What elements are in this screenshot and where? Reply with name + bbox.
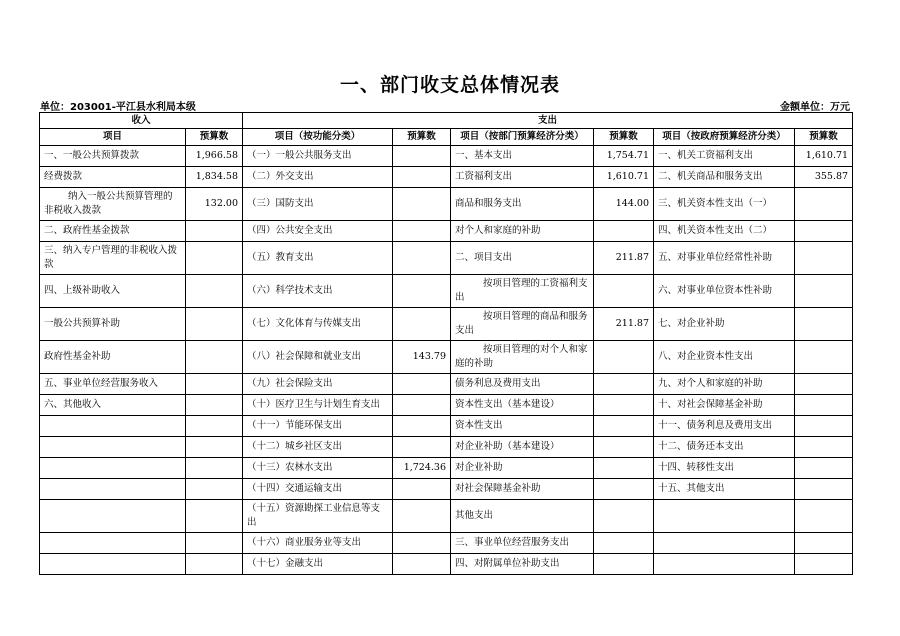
gov-item: 八、对企业资本性支出	[654, 341, 795, 374]
func-item: （九）社会保险支出	[243, 374, 393, 395]
func-item: （一）一般公共服务支出	[243, 146, 393, 167]
dept-value	[594, 458, 654, 479]
gov-value	[795, 437, 853, 458]
dept-item: 对企业补助	[451, 458, 594, 479]
dept-item: 对企业补助（基本建设）	[451, 437, 594, 458]
gov-item	[654, 533, 795, 554]
dept-item: 三、事业单位经营服务支出	[451, 533, 594, 554]
col-gov-item: 项目（按政府预算经济分类）	[654, 129, 795, 146]
income-value	[186, 479, 243, 500]
col-dept-budget: 预算数	[594, 129, 654, 146]
func-item: （十一）节能环保支出	[243, 416, 393, 437]
dept-value	[594, 275, 654, 308]
income-value	[186, 374, 243, 395]
dept-item: 资本性支出	[451, 416, 594, 437]
unit-label: 单位：203001-平江县水利局本级	[40, 102, 196, 113]
table-row	[40, 500, 853, 533]
func-value	[393, 308, 451, 341]
dept-item	[451, 308, 594, 341]
dept-item: 四、对附属单位补助支出	[451, 554, 594, 575]
dept-item: 其他支出	[451, 500, 594, 533]
dept-item: 对个人和家庭的补助	[451, 221, 594, 242]
gov-value: 1,610.71	[795, 146, 853, 167]
table-row	[40, 146, 853, 167]
gov-item	[654, 554, 795, 575]
income-item	[40, 500, 186, 533]
income-item: 三、纳入专户管理的非税收入拨款	[40, 242, 186, 275]
func-value	[393, 533, 451, 554]
gov-item: 十五、其他支出	[654, 479, 795, 500]
table-row	[40, 167, 853, 188]
func-value	[393, 374, 451, 395]
func-value	[393, 146, 451, 167]
table-row	[40, 395, 853, 416]
func-item: （十五）资源勘探工业信息等支出	[243, 500, 393, 533]
func-value	[393, 416, 451, 437]
income-header: 收入	[40, 113, 243, 129]
dept-item: 资本性支出（基本建设）	[451, 395, 594, 416]
gov-value	[795, 395, 853, 416]
dept-value	[594, 479, 654, 500]
income-item	[40, 416, 186, 437]
gov-item: 十一、债务利息及费用支出	[654, 416, 795, 437]
gov-value	[795, 458, 853, 479]
page-title: 一、部门收支总体情况表	[339, 74, 560, 96]
gov-item: 七、对企业补助	[654, 308, 795, 341]
gov-item: 四、机关资本性支出（二）	[654, 221, 795, 242]
income-value	[186, 242, 243, 275]
func-item: （七）文化体育与传媒支出	[243, 308, 393, 341]
income-value: 132.00	[186, 188, 243, 221]
income-item: 二、政府性基金拨款	[40, 221, 186, 242]
budget-table	[39, 112, 853, 575]
dept-value	[594, 554, 654, 575]
gov-item: 十四、转移性支出	[654, 458, 795, 479]
func-item: （十七）金融支出	[243, 554, 393, 575]
col-func-item: 项目（按功能分类）	[243, 129, 393, 146]
dept-item-text: 按项目管理的对个人和家庭的补助	[455, 344, 588, 369]
income-value	[186, 221, 243, 242]
table-row	[40, 242, 853, 275]
gov-value	[795, 188, 853, 221]
dept-value: 211.87	[594, 242, 654, 275]
income-item: 一、一般公共预算拨款	[40, 146, 186, 167]
col-dept-item: 项目（按部门预算经济分类）	[451, 129, 594, 146]
func-item: （八）社会保障和就业支出	[243, 341, 393, 374]
dept-value	[594, 374, 654, 395]
dept-item: 对社会保障基金补助	[451, 479, 594, 500]
gov-item: 九、对个人和家庭的补助	[654, 374, 795, 395]
func-value	[393, 437, 451, 458]
income-value	[186, 458, 243, 479]
func-item: （四）公共安全支出	[243, 221, 393, 242]
func-item: （十二）城乡社区支出	[243, 437, 393, 458]
income-value	[186, 437, 243, 458]
dept-value	[594, 533, 654, 554]
dept-item: 工资福利支出	[451, 167, 594, 188]
income-value: 1,966.58	[186, 146, 243, 167]
func-value	[393, 554, 451, 575]
income-item: 经费拨款	[40, 167, 186, 188]
dept-value	[594, 416, 654, 437]
table-row	[40, 308, 853, 341]
income-item-text: 纳入一般公共预算管理的非税收入拨款	[44, 191, 173, 216]
table-row	[40, 188, 853, 221]
dept-item: 商品和服务支出	[451, 188, 594, 221]
income-item	[40, 533, 186, 554]
gov-value	[795, 341, 853, 374]
gov-value	[795, 221, 853, 242]
dept-value	[594, 341, 654, 374]
income-value: 1,834.58	[186, 167, 243, 188]
dept-value: 211.87	[594, 308, 654, 341]
func-item: （二）外交支出	[243, 167, 393, 188]
dept-value: 144.00	[594, 188, 654, 221]
func-item: （十四）交通运输支出	[243, 479, 393, 500]
dept-value: 1,610.71	[594, 167, 654, 188]
dept-item-text: 按项目管理的工资福利支出	[455, 278, 588, 303]
gov-value	[795, 242, 853, 275]
dept-item	[451, 275, 594, 308]
table-row	[40, 554, 853, 575]
amount-unit-label: 金额单位：万元	[780, 102, 850, 113]
expenditure-header: 支出	[243, 113, 853, 129]
income-item: 五、事业单位经营服务收入	[40, 374, 186, 395]
income-item: 一般公共预算补助	[40, 308, 186, 341]
gov-value: 355.87	[795, 167, 853, 188]
income-item: 四、上级补助收入	[40, 275, 186, 308]
table-row	[40, 341, 853, 374]
gov-value	[795, 533, 853, 554]
func-value	[393, 500, 451, 533]
gov-value	[795, 479, 853, 500]
table-row	[40, 479, 853, 500]
income-item	[40, 437, 186, 458]
dept-value: 1,754.71	[594, 146, 654, 167]
func-item: （十六）商业服务业等支出	[243, 533, 393, 554]
income-item	[40, 554, 186, 575]
dept-item-text: 按项目管理的商品和服务支出	[455, 311, 588, 336]
income-item	[40, 188, 186, 221]
income-value	[186, 341, 243, 374]
income-value	[186, 533, 243, 554]
income-value	[186, 416, 243, 437]
func-value	[393, 395, 451, 416]
income-value	[186, 308, 243, 341]
col-income-budget: 预算数	[186, 129, 243, 146]
gov-value	[795, 554, 853, 575]
gov-item: 六、对事业单位资本性补助	[654, 275, 795, 308]
dept-value	[594, 437, 654, 458]
dept-item	[451, 341, 594, 374]
dept-value	[594, 395, 654, 416]
income-item: 六、其他收入	[40, 395, 186, 416]
gov-value	[795, 416, 853, 437]
gov-item: 二、机关商品和服务支出	[654, 167, 795, 188]
dept-item: 债务利息及费用支出	[451, 374, 594, 395]
func-value	[393, 275, 451, 308]
gov-item	[654, 500, 795, 533]
income-value	[186, 275, 243, 308]
func-value	[393, 221, 451, 242]
func-item: （十三）农林水支出	[243, 458, 393, 479]
func-value: 1,724.36	[393, 458, 451, 479]
func-value	[393, 479, 451, 500]
table-row	[40, 458, 853, 479]
func-value	[393, 188, 451, 221]
income-value	[186, 500, 243, 533]
gov-value	[795, 500, 853, 533]
income-item	[40, 458, 186, 479]
col-income-item: 项目	[40, 129, 186, 146]
gov-value	[795, 275, 853, 308]
func-item: （六）科学技术支出	[243, 275, 393, 308]
income-value	[186, 395, 243, 416]
table-row	[40, 533, 853, 554]
table-row	[40, 416, 853, 437]
gov-item: 一、机关工资福利支出	[654, 146, 795, 167]
col-func-budget: 预算数	[393, 129, 451, 146]
dept-item: 一、基本支出	[451, 146, 594, 167]
func-item: （五）教育支出	[243, 242, 393, 275]
table-row	[40, 374, 853, 395]
dept-item: 二、项目支出	[451, 242, 594, 275]
gov-value	[795, 308, 853, 341]
gov-item: 五、对事业单位经常性补助	[654, 242, 795, 275]
func-value	[393, 167, 451, 188]
table-row	[40, 437, 853, 458]
table-row	[40, 221, 853, 242]
col-gov-budget: 预算数	[795, 129, 853, 146]
gov-item: 十、对社会保障基金补助	[654, 395, 795, 416]
func-item: （三）国防支出	[243, 188, 393, 221]
income-item: 政府性基金补助	[40, 341, 186, 374]
income-item	[40, 479, 186, 500]
func-item: （十）医疗卫生与计划生育支出	[243, 395, 393, 416]
func-value: 143.79	[393, 341, 451, 374]
income-value	[186, 554, 243, 575]
gov-item: 三、机关资本性支出（一）	[654, 188, 795, 221]
func-value	[393, 242, 451, 275]
dept-value	[594, 500, 654, 533]
gov-value	[795, 374, 853, 395]
gov-item: 十二、债务还本支出	[654, 437, 795, 458]
dept-value	[594, 221, 654, 242]
table-row	[40, 275, 853, 308]
